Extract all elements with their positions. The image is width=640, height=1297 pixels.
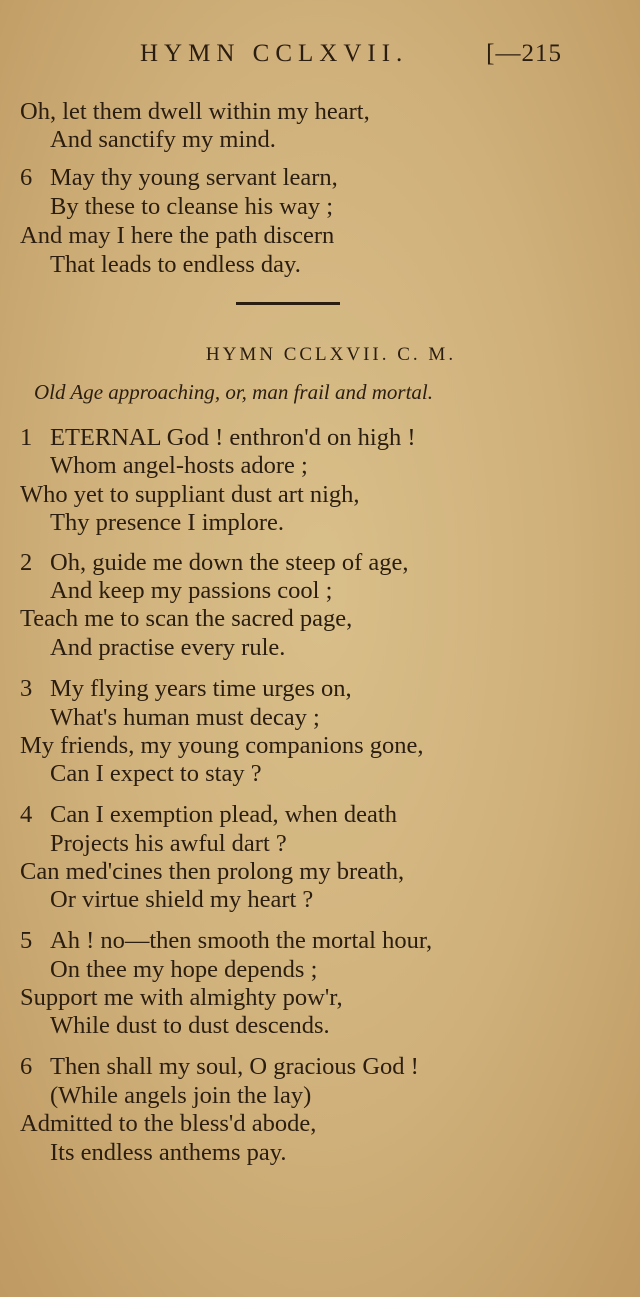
page-header bbox=[140, 40, 562, 68]
running-title: HYMN CCLXVII. bbox=[140, 40, 409, 67]
verse-line: By these to cleanse his way ; bbox=[50, 193, 334, 220]
verse-line: And sanctify my mind. bbox=[50, 126, 276, 153]
verse-line: That leads to endless day. bbox=[50, 251, 301, 278]
verse-line: And may I here the path discern bbox=[20, 222, 335, 249]
verse-line: Thy presence I implore. bbox=[50, 509, 285, 536]
verse-line: And practise every rule. bbox=[50, 634, 286, 661]
verse-line: Support me with almighty pow'r, bbox=[20, 984, 343, 1011]
verse-number: 6 bbox=[20, 164, 33, 191]
verse-line: Whom angel-hosts adore ; bbox=[50, 452, 308, 479]
verse-number: 5 bbox=[20, 927, 33, 954]
verse-number: 4 bbox=[20, 801, 33, 828]
page-number: [—215 bbox=[486, 40, 562, 67]
verse-line: On thee my hope depends ; bbox=[50, 956, 318, 983]
hymn-title: HYMN CCLXVII. C. M. bbox=[205, 344, 457, 365]
verse-line: Then shall my soul, O gracious God ! bbox=[50, 1053, 419, 1080]
verse-number: 2 bbox=[20, 549, 33, 576]
verse-line: May thy young servant learn, bbox=[50, 164, 338, 191]
verse-number: 6 bbox=[20, 1053, 33, 1080]
verse-line: My flying years time urges on, bbox=[50, 675, 352, 702]
verse-number: 1 bbox=[20, 424, 33, 451]
verse-line: What's human must decay ; bbox=[50, 704, 320, 731]
verse-line: While dust to dust descends. bbox=[50, 1012, 330, 1039]
verse-line: Can med'cines then prolong my breath, bbox=[20, 858, 405, 885]
section-divider bbox=[236, 302, 340, 305]
verse-line: Who yet to suppliant dust art nigh, bbox=[20, 481, 360, 508]
verse-line: Oh, let them dwell within my heart, bbox=[20, 98, 370, 125]
verse-line: Projects his awful dart ? bbox=[50, 830, 287, 857]
verse-line: Or virtue shield my heart ? bbox=[50, 886, 314, 913]
verse-line: (While angels join the lay) bbox=[50, 1082, 312, 1109]
verse-line: Its endless anthems pay. bbox=[50, 1139, 287, 1166]
verse-line: Admitted to the bless'd abode, bbox=[20, 1110, 317, 1137]
verse-line: Can I exemption plead, when death bbox=[50, 801, 397, 828]
verse-line: Can I expect to stay ? bbox=[50, 760, 262, 787]
verse-line: Teach me to scan the sacred page, bbox=[20, 605, 353, 632]
verse-line: My friends, my young companions gone, bbox=[20, 732, 424, 759]
verse-number: 3 bbox=[20, 675, 33, 702]
verse-line: And keep my passions cool ; bbox=[50, 577, 333, 604]
verse-line: Oh, guide me down the steep of age, bbox=[50, 549, 409, 576]
verse-line: Ah ! no—then smooth the mortal hour, bbox=[50, 927, 433, 954]
hymn-subtitle: Old Age approaching, or, man frail and mortal. bbox=[34, 380, 434, 404]
verse-line: ETERNAL God ! enthron'd on high ! bbox=[50, 424, 416, 451]
